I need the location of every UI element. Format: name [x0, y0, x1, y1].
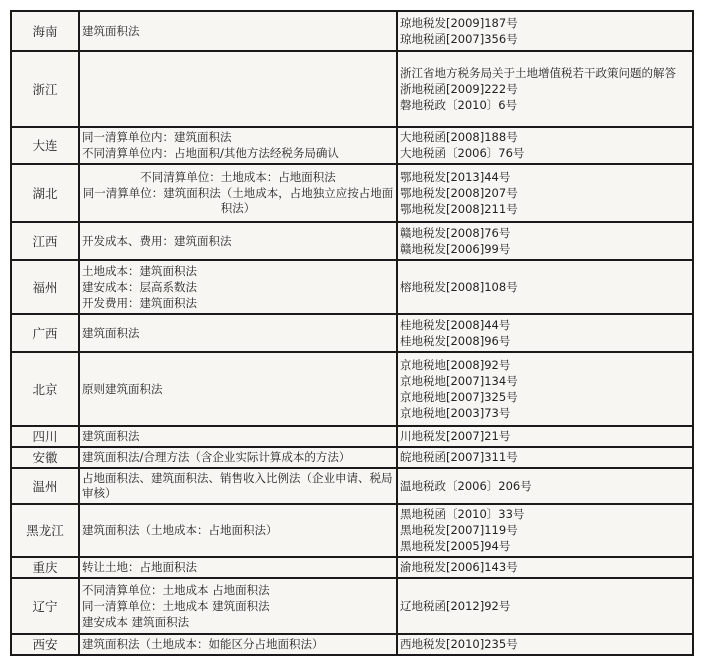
document-reference: 榕地税发[2008]108号 — [400, 279, 518, 294]
table-row — [11, 164, 693, 222]
method-line: 建筑面积法（土地成本：如能区分占地面积法） — [82, 637, 324, 651]
table-row — [11, 352, 693, 426]
document-reference: 鄂地税发[2008]211号 — [400, 201, 518, 216]
document-reference: 大地税函〔2006〕76号 — [400, 146, 525, 160]
method-line: 不同清算单位：土地成本 占地面积法 — [82, 582, 270, 597]
tax-policy-table — [10, 10, 694, 656]
method-line: 建安成本：层高系数法 — [82, 279, 197, 294]
region-cell: 辽宁 — [11, 578, 79, 634]
document-reference: 赣地税发[2008]76号 — [400, 225, 511, 240]
document-reference: 京地税地[2007]325号 — [400, 389, 518, 404]
table-row — [11, 578, 693, 634]
document-reference: 桂地税发[2008]44号 — [400, 317, 511, 332]
method-cell — [79, 468, 397, 504]
method-line: 建安成本 建筑面积法 — [82, 614, 190, 629]
region-cell: 海南 — [11, 11, 79, 51]
region-cell: 四川 — [11, 426, 79, 447]
method-line: 占地面积法、建筑面积法、销售收入比例法（企业申请、税局审核） — [82, 471, 393, 500]
document-reference: 京地税地[2008]92号 — [400, 357, 511, 372]
method-line: 开发费用：建筑面积法 — [82, 295, 197, 310]
table-row — [11, 127, 693, 164]
document-reference: 琼地税函[2007]356号 — [400, 31, 518, 46]
table-row — [11, 11, 693, 51]
table-row — [11, 222, 693, 260]
table-row — [11, 468, 693, 504]
document-cell — [397, 164, 693, 222]
method-cell — [79, 260, 397, 314]
method-line: 土地成本：建筑面积法 — [82, 263, 197, 278]
document-reference: 京地税地[2007]134号 — [400, 373, 518, 388]
document-reference: 大地税函[2008]188号 — [400, 130, 518, 144]
method-line: 建筑面积法/合理方法（含企业实际计算成本的方法） — [82, 450, 351, 464]
region-cell: 大连 — [11, 127, 79, 164]
region-cell: 湖北 — [11, 164, 79, 222]
table-row — [11, 51, 693, 127]
method-cell — [79, 352, 397, 426]
method-line: 转让土地：占地面积法 — [82, 560, 197, 574]
document-cell — [397, 447, 693, 468]
document-reference: 磐地税政〔2010〕6号 — [400, 97, 518, 112]
region-cell: 西安 — [11, 634, 79, 655]
method-cell — [79, 426, 397, 447]
document-reference: 黑地税函〔2010〕33号 — [400, 507, 525, 521]
document-cell — [397, 11, 693, 51]
document-reference: 黑地税发[2007]119号 — [400, 523, 518, 537]
region-cell: 温州 — [11, 468, 79, 504]
method-cell — [79, 222, 397, 260]
table-row — [11, 557, 693, 578]
method-line: 开发成本、费用：建筑面积法 — [82, 233, 232, 248]
method-line: 同一清算单位：土地成本 建筑面积法 — [82, 598, 270, 613]
method-line: 同一清算单位：建筑面积法（土地成本，占地独立应按占地面积法） — [82, 186, 394, 215]
method-cell — [79, 447, 397, 468]
document-reference: 西地税发[2010]235号 — [400, 637, 518, 651]
document-cell — [397, 634, 693, 655]
method-line: 建筑面积法 — [82, 325, 140, 340]
document-reference: 浙地税函[2009]222号 — [400, 81, 518, 96]
method-cell — [79, 127, 397, 164]
document-cell — [397, 314, 693, 352]
document-cell — [397, 51, 693, 127]
region-cell: 安徽 — [11, 447, 79, 468]
table-row — [11, 260, 693, 314]
method-cell — [79, 164, 397, 222]
method-line: 建筑面积法 — [82, 23, 140, 38]
method-cell — [79, 51, 397, 127]
document-reference: 温地税政〔2006〕206号 — [400, 478, 532, 493]
table-body — [11, 11, 693, 655]
table-row — [11, 504, 693, 557]
region-cell: 福州 — [11, 260, 79, 314]
document-reference: 黑地税发[2005]94号 — [400, 539, 511, 553]
document-reference: 浙江省地方税务局关于土地增值税若干政策问题的解答 — [400, 65, 676, 80]
document-cell — [397, 222, 693, 260]
method-line: 不同清算单位：土地成本：占地面积法 — [140, 170, 336, 184]
document-reference: 琼地税发[2009]187号 — [400, 15, 518, 30]
region-cell: 浙江 — [11, 51, 79, 127]
method-line: 同一清算单位内：建筑面积法 — [82, 130, 232, 144]
document-cell — [397, 557, 693, 578]
document-reference: 桂地税发[2008]96号 — [400, 333, 511, 348]
document-reference: 鄂地税发[2008]207号 — [400, 185, 518, 200]
method-line: 原则建筑面积法 — [82, 381, 163, 396]
document-reference: 赣地税发[2006]99号 — [400, 241, 511, 256]
document-cell — [397, 578, 693, 634]
region-cell: 重庆 — [11, 557, 79, 578]
document-reference: 京地税地[2003]73号 — [400, 405, 511, 420]
document-reference: 皖地税函[2007]311号 — [400, 450, 518, 464]
method-cell — [79, 578, 397, 634]
region-cell: 北京 — [11, 352, 79, 426]
table-row — [11, 634, 693, 655]
method-cell — [79, 504, 397, 557]
method-line: 建筑面积法（土地成本：占地面积法） — [82, 523, 278, 537]
region-cell: 江西 — [11, 222, 79, 260]
region-cell: 黑龙江 — [11, 504, 79, 557]
document-reference: 辽地税函[2012]92号 — [400, 598, 511, 613]
document-cell — [397, 260, 693, 314]
table-row — [11, 314, 693, 352]
method-cell — [79, 314, 397, 352]
document-cell — [397, 127, 693, 164]
table-row — [11, 447, 693, 468]
document-cell — [397, 352, 693, 426]
document-reference: 鄂地税发[2013]44号 — [400, 169, 511, 184]
method-cell — [79, 634, 397, 655]
method-line: 不同清算单位内：占地面积/其他方法经税务局确认 — [82, 146, 339, 160]
method-line: 建筑面积法 — [82, 429, 140, 443]
document-reference: 川地税发[2007]21号 — [400, 429, 511, 443]
document-reference: 渝地税发[2006]143号 — [400, 560, 518, 574]
method-cell — [79, 11, 397, 51]
table-row — [11, 426, 693, 447]
document-cell — [397, 468, 693, 504]
document-cell — [397, 504, 693, 557]
method-cell — [79, 557, 397, 578]
region-cell: 广西 — [11, 314, 79, 352]
document-cell — [397, 426, 693, 447]
